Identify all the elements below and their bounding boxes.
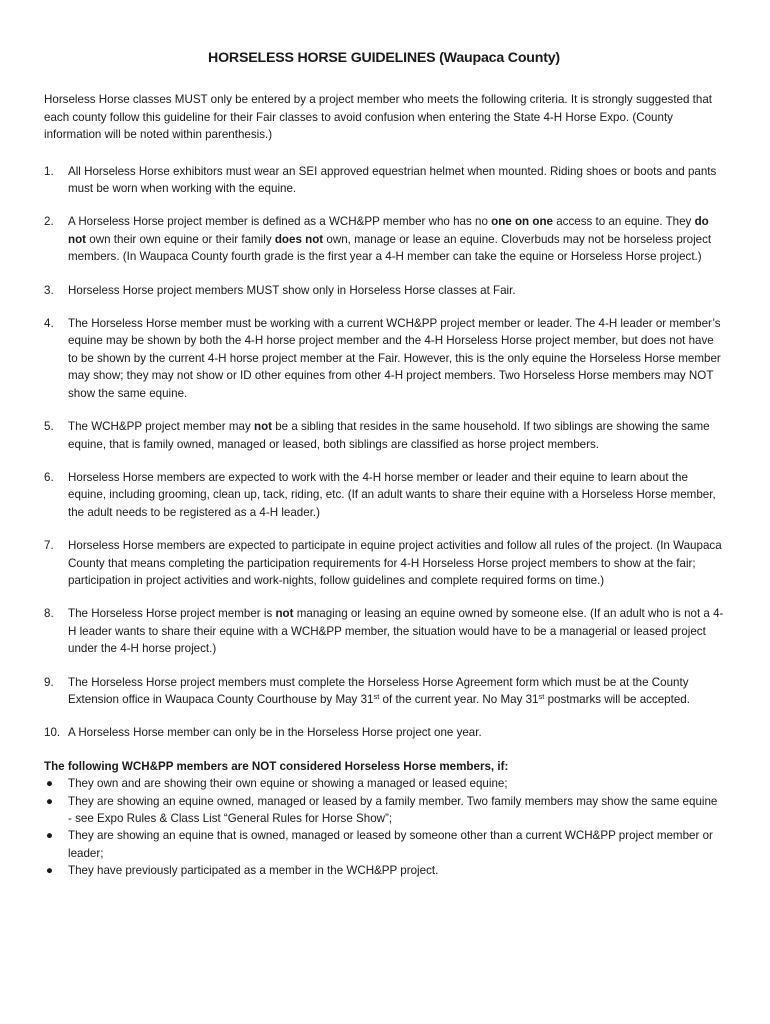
rule-emphasis: one on one (491, 215, 553, 229)
rule-number: 5. (44, 420, 54, 434)
rule-3 (44, 282, 724, 299)
bullet-text: They are showing an equine that is owned, managed or leased by someone other than a current WCH&PP project member or leader; (68, 829, 713, 860)
rule-text: Horseless Horse members are expected to work with the 4-H horse member or leader and their equine to learn about the equine, including grooming, clean up, tack, riding, etc. (If an adult wants to share their equine with a Horseless Horse member, the adult needs to be registered as a 4-H leader.) (68, 470, 716, 519)
rule-number: 6. (44, 470, 54, 484)
rule-8 (44, 605, 724, 657)
rule-number: 4. (44, 317, 54, 331)
page-title: HORSELESS HORSE GUIDELINES (Waupaca County) (208, 50, 560, 66)
rule-text: A Horseless Horse member can only be in the Horseless Horse project one year. (68, 726, 482, 740)
ordinal-suffix: st (538, 691, 545, 701)
rule-number: 7. (44, 539, 54, 553)
rule-emphasis: do not (68, 215, 709, 246)
not-considered-item (44, 775, 724, 792)
bullet-icon: ● (46, 794, 54, 808)
rule-emphasis: does not (274, 232, 324, 246)
rule-text: The WCH&PP project member may (68, 420, 254, 434)
bullet-text: They own and are showing their own equine or showing a managed or leased equine; (68, 777, 508, 791)
rule-10 (44, 724, 724, 741)
rule-text: A Horseless Horse project member is defined as a WCH&PP member who has no (68, 215, 492, 229)
rule-5 (44, 418, 724, 453)
rule-text: postmarks will be accepted. (544, 692, 690, 706)
ordinal-suffix: st (373, 691, 380, 701)
bullet-text: They are showing an equine owned, managed or leased by a family member. Two family members may show the same equine - see Expo Rules & Class List “General Rules for Horse Show”; (68, 794, 718, 825)
rule-text: Horseless Horse project members MUST show only in Horseless Horse classes at Fair. (68, 283, 516, 297)
rule-text: All Horseless Horse exhibitors must wear an SEI approved equestrian helmet when mounted. Riding shoes or boots and pants must be worn when working with the equine. (68, 164, 717, 196)
rule-emphasis: not (275, 607, 294, 621)
rule-text: The Horseless Horse project members must complete the Horseless Horse Agreement form which must be at the County Extension office in Waupaca County Courthouse by May 31 (68, 675, 689, 706)
intro-paragraph: Horseless Horse classes MUST only be entered by a project member who meets the following criteria. It is strongly suggested that each county follow this guideline for their Fair classes to avoid confusion when entering the State 4-H Horse Expo. (County information will be noted within parenthesis.) (44, 93, 713, 142)
bullet-icon: ● (46, 777, 54, 791)
rule-text: own, manage or lease an equine. Cloverbuds may not be horseless project members. (In Waupaca County fourth grade is the first year a 4-H member can take the equine or Horseless Horse project.) (68, 232, 712, 264)
guidelines-list (44, 163, 724, 742)
not-considered-item (44, 862, 724, 879)
rule-text: own their own equine or their family (86, 232, 275, 246)
rule-number: 2. (44, 215, 54, 229)
rule-2 (44, 213, 724, 265)
rule-text: access to an equine. They (552, 215, 695, 229)
rule-7 (44, 537, 724, 589)
bullet-icon: ● (46, 829, 54, 843)
not-considered-heading: The following WCH&PP members are NOT considered Horseless Horse members, if: (44, 759, 509, 773)
rule-number: 3. (44, 283, 54, 297)
rule-6 (44, 469, 724, 521)
not-considered-item (44, 827, 724, 862)
bullet-text: They have previously participated as a member in the WCH&PP project. (68, 864, 439, 878)
rule-text: be a sibling that resides in the same household. If two siblings are showing the same equine, that is family owned, managed or leased, both siblings are classified as horse project members. (68, 420, 710, 451)
rule-4 (44, 315, 724, 402)
rule-9 (44, 674, 724, 709)
rule-text: The Horseless Horse project member is (68, 607, 276, 621)
rule-number: 9. (44, 675, 54, 689)
rule-number: 10. (44, 726, 61, 740)
rule-1 (44, 163, 724, 198)
rule-text: managing or leasing an equine owned by someone else. (If an adult who is not a 4-H leader wants to share their equine with a WCH&PP member, the situation would have to be a managerial or leased project under the 4-H horse project.) (68, 607, 724, 656)
rule-number: 1. (44, 164, 54, 178)
not-considered-list (44, 775, 724, 879)
rule-emphasis: not (253, 420, 273, 434)
rule-text: Horseless Horse members are expected to participate in equine project activities and follow all rules of the project. (In Waupaca County that means completing the participation requirements for 4-H Horseless Horse project members to show at the fair; participation in project activities and work-nights, follow guidelines and complete required forms on time.) (68, 539, 722, 587)
rule-text: The Horseless Horse member must be working with a current WCH&PP project member or leader. The 4-H leader or member’s equine may be shown by both the 4-H horse project member and the 4-H Horseless Horse project member, but does not have to be shown by the current 4-H horse project member at the Fair. However, this is the only equine the Horseless Horse member may show; they may not show or ID other equines from other 4-H project members. Two Horseless Horse members may NOT show the same equine. (68, 317, 721, 400)
rule-number: 8. (44, 607, 54, 621)
not-considered-item (44, 793, 724, 828)
bullet-icon: ● (46, 864, 54, 878)
rule-text: of the current year. No May 31 (379, 692, 539, 706)
